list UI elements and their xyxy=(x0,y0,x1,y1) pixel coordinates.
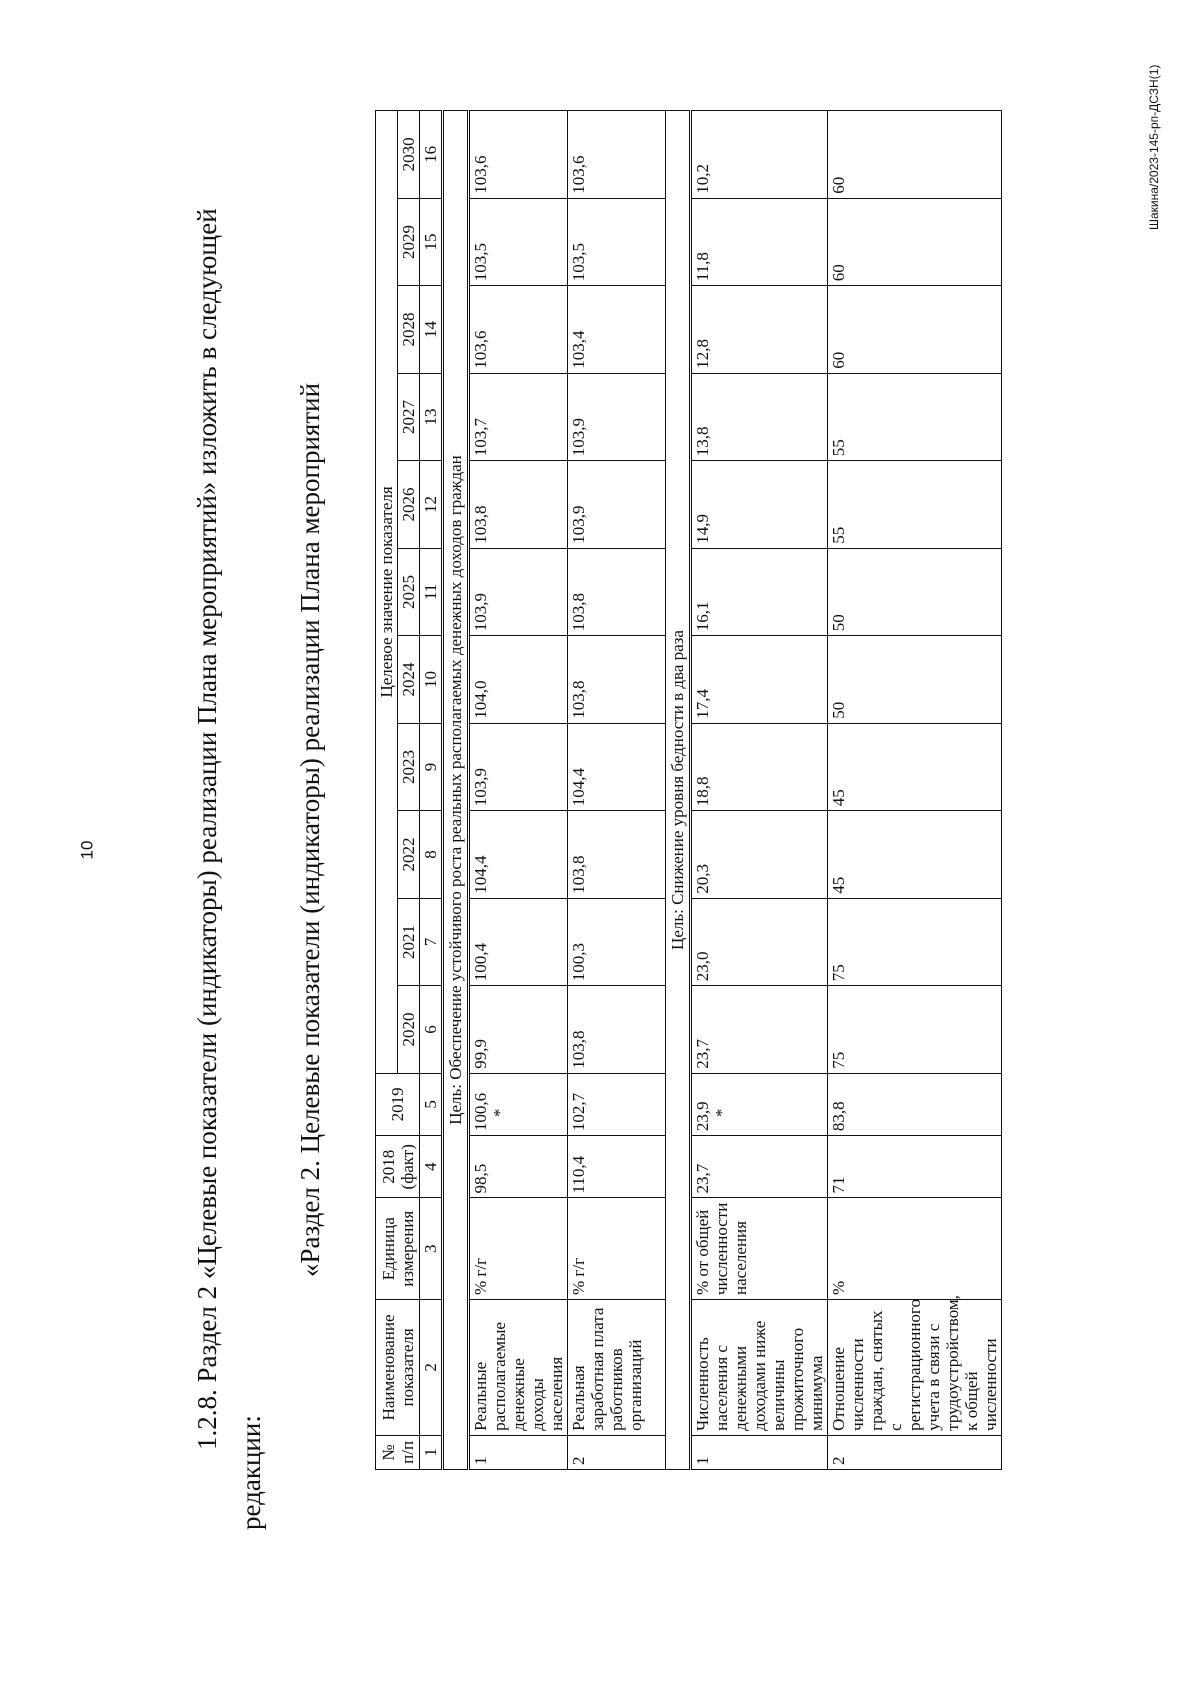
value-2018: 71 xyxy=(828,1136,1002,1198)
target-value: 103,6 xyxy=(469,286,568,374)
unit: % xyxy=(828,1198,1002,1300)
header-year: 2030 xyxy=(398,111,420,199)
value-2019 xyxy=(469,1073,568,1135)
value-2019 xyxy=(568,1073,666,1135)
column-number: 1 xyxy=(420,1435,443,1469)
goal-heading: Цель: Обеспечение устойчивого роста реальных располагаемых денежных доходов граждан xyxy=(443,111,469,1470)
target-value: 103,8 xyxy=(568,811,666,899)
table-row xyxy=(469,111,568,1470)
target-value: 23,7 xyxy=(691,986,828,1074)
target-value: 103,6 xyxy=(469,111,568,199)
value-2018: 23,7 xyxy=(691,1136,828,1198)
header-target: Целевое значение показателя xyxy=(376,111,398,1074)
column-numbering-row xyxy=(420,111,443,1470)
header-year: 2021 xyxy=(398,898,420,986)
target-value: 75 xyxy=(828,898,1002,986)
target-value: 103,8 xyxy=(568,548,666,636)
header-name: Наименование показателя xyxy=(376,1300,420,1436)
target-value: 103,5 xyxy=(568,198,666,286)
footnote-mark: * xyxy=(712,1108,731,1118)
amendment-lead-text: 1.2.8. Раздел 2 «Целевые показатели (индикаторы) реализации Плана мероприятий» изложить в следующей xyxy=(192,208,222,1450)
target-value: 99,9 xyxy=(469,986,568,1074)
column-number: 11 xyxy=(420,548,443,636)
table-row xyxy=(828,111,1002,1470)
unit: % г/г xyxy=(469,1198,568,1300)
header-year: 2026 xyxy=(398,461,420,549)
target-value: 100,4 xyxy=(469,898,568,986)
target-value: 103,9 xyxy=(568,373,666,461)
target-value: 10,2 xyxy=(691,111,828,199)
unit: % г/г xyxy=(568,1198,666,1300)
header-year: 2022 xyxy=(398,811,420,899)
header-2019: 2019 xyxy=(376,1073,420,1135)
column-number: 4 xyxy=(420,1136,443,1198)
indicator-name: Реальная заработная плата работников организаций xyxy=(568,1300,666,1436)
header-year: 2027 xyxy=(398,373,420,461)
column-number: 6 xyxy=(420,986,443,1074)
target-value: 20,3 xyxy=(691,811,828,899)
target-value: 16,1 xyxy=(691,548,828,636)
target-value: 50 xyxy=(828,548,1002,636)
target-value: 23,0 xyxy=(691,898,828,986)
target-value: 103,5 xyxy=(469,198,568,286)
target-value: 103,9 xyxy=(469,548,568,636)
goal-heading: Цель: Снижение уровня бедности в два раза xyxy=(666,111,691,1470)
target-value: 103,6 xyxy=(568,111,666,199)
document-body xyxy=(145,100,1125,1530)
row-num: 2 xyxy=(568,1435,666,1469)
target-value: 12,8 xyxy=(691,286,828,374)
target-value: 103,9 xyxy=(469,723,568,811)
column-number: 12 xyxy=(420,461,443,549)
row-num: 1 xyxy=(691,1435,828,1469)
header-year: 2020 xyxy=(398,986,420,1074)
column-number: 10 xyxy=(420,636,443,724)
value-2019-number: 100,6 xyxy=(471,1092,490,1132)
row-num: 2 xyxy=(828,1435,1002,1469)
column-number: 9 xyxy=(420,723,443,811)
column-number: 7 xyxy=(420,898,443,986)
header-year: 2029 xyxy=(398,198,420,286)
target-value: 60 xyxy=(828,286,1002,374)
column-number: 16 xyxy=(420,111,443,199)
target-value: 104,4 xyxy=(469,811,568,899)
target-value: 50 xyxy=(828,636,1002,724)
header-2018: 2018 (факт) xyxy=(376,1136,420,1198)
indicators-table xyxy=(375,110,1002,1470)
indicator-name: Отношение численности граждан, снятых с регистрационного учета в связи с трудоустройством, к общей численности xyxy=(828,1300,1002,1436)
target-value: 103,8 xyxy=(568,636,666,724)
value-2018: 110,4 xyxy=(568,1136,666,1198)
value-2019-number: 23,9 xyxy=(693,1101,712,1132)
target-value: 75 xyxy=(828,986,1002,1074)
column-number: 3 xyxy=(420,1198,443,1300)
header-num: № п/п xyxy=(376,1435,420,1469)
header-unit: Единица измерения xyxy=(376,1198,420,1300)
unit: % от общей численности населения xyxy=(691,1198,828,1300)
target-value: 60 xyxy=(828,111,1002,199)
column-number: 8 xyxy=(420,811,443,899)
header-year: 2024 xyxy=(398,636,420,724)
table-row xyxy=(568,111,666,1470)
target-value: 103,7 xyxy=(469,373,568,461)
document-code: Шакина/2023-145-рп-ДСЗН(1) xyxy=(1147,64,1161,230)
target-value: 18,8 xyxy=(691,723,828,811)
column-number: 13 xyxy=(420,373,443,461)
footnote-mark: * xyxy=(490,1108,509,1118)
target-value: 100,3 xyxy=(568,898,666,986)
target-value: 103,4 xyxy=(568,286,666,374)
header-year: 2023 xyxy=(398,723,420,811)
page-number: 10 xyxy=(77,840,97,860)
value-2019 xyxy=(828,1073,1002,1135)
target-value: 17,4 xyxy=(691,636,828,724)
value-2018: 98,5 xyxy=(469,1136,568,1198)
column-number: 2 xyxy=(420,1300,443,1436)
target-value: 103,8 xyxy=(568,986,666,1074)
column-number: 5 xyxy=(420,1073,443,1135)
target-value: 14,9 xyxy=(691,461,828,549)
target-value: 103,8 xyxy=(469,461,568,549)
table-row xyxy=(691,111,828,1470)
header-year: 2025 xyxy=(398,548,420,636)
target-value: 104,4 xyxy=(568,723,666,811)
amendment-paragraph xyxy=(185,110,273,1530)
target-value: 45 xyxy=(828,811,1002,899)
target-value: 60 xyxy=(828,198,1002,286)
column-number: 14 xyxy=(420,286,443,374)
column-number: 15 xyxy=(420,198,443,286)
target-value: 55 xyxy=(828,461,1002,549)
target-value: 13,8 xyxy=(691,373,828,461)
target-value: 45 xyxy=(828,723,1002,811)
target-value: 55 xyxy=(828,373,1002,461)
target-value: 103,9 xyxy=(568,461,666,549)
indicator-name: Численность населения с денежными доходами ниже величины прожиточного минимума xyxy=(691,1300,828,1436)
value-2019 xyxy=(691,1073,828,1135)
section-title: «Раздел 2. Целевые показатели (индикаторы) реализации Плана мероприятий xyxy=(295,382,325,1278)
goal-row xyxy=(666,111,691,1470)
value-2019-number: 83,8 xyxy=(829,1101,848,1132)
indicator-name: Реальные располагаемые денежные доходы населения xyxy=(469,1300,568,1436)
value-2019-number: 102,7 xyxy=(569,1092,588,1132)
target-value: 104,0 xyxy=(469,636,568,724)
amendment-tail-text: редакции: xyxy=(236,1415,266,1530)
goal-row xyxy=(443,111,469,1470)
target-value: 11,8 xyxy=(691,198,828,286)
header-year: 2028 xyxy=(398,286,420,374)
row-num: 1 xyxy=(469,1435,568,1469)
